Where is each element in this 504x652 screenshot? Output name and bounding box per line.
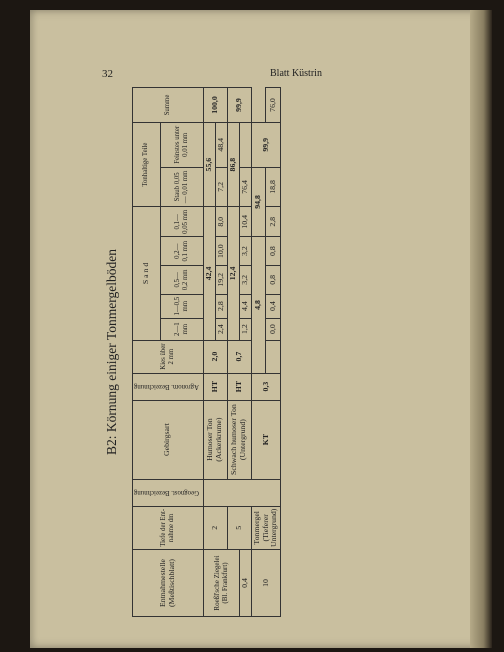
table-row — [227, 88, 239, 617]
header-summe: Summe — [133, 88, 204, 123]
page-number: 32 — [102, 68, 113, 80]
cell-agronom: HT — [227, 373, 251, 400]
table-caption: B2: Körnung einiger Tonmergelböden — [104, 249, 119, 455]
cell-summe: 99,9 — [251, 123, 281, 168]
cell-ton: 48,4 — [215, 123, 227, 168]
cell-ton: 10,4 — [239, 207, 251, 237]
cell-sand: 3,2 — [239, 265, 251, 294]
cell-kies: 0,7 — [227, 340, 251, 373]
header-sand-col: 1—0,5 mm — [160, 294, 203, 318]
cell-sand: 4,4 — [239, 294, 251, 318]
cell-agronom: KT — [251, 400, 281, 479]
header-agronom: Agronom. Bezeichnung — [133, 373, 204, 400]
header-gebirgsart: Gebirgsart — [133, 400, 204, 479]
cell-sand: 10,0 — [215, 237, 227, 266]
header-tonhaltig: Tonhaltige Teile — [133, 123, 161, 207]
cell-sand: 1,2 — [239, 318, 251, 340]
cell-kies: 2,0 — [203, 340, 227, 373]
cell-sand: 0,8 — [266, 237, 281, 266]
table-row — [251, 88, 266, 617]
cell-ton-total: 94,8 — [251, 167, 266, 237]
cell-sand: 2,4 — [215, 318, 227, 340]
cell-ton: 76,4 — [239, 167, 251, 207]
cell-sand: 0,8 — [266, 265, 281, 294]
cell-ton: 18,8 — [266, 167, 281, 207]
header-ton-col: Staub 0,05— 0,01 mm — [160, 167, 203, 207]
header-sand-col: 0,1— 0,05 mm — [160, 207, 203, 237]
page-gutter-shadow — [470, 10, 492, 648]
cell-tiefe: 2 — [203, 506, 227, 549]
cell-gebirgsart: Schwach humoser Ton (Untergrund) — [227, 400, 251, 479]
header-entnahmestelle: Entnahmestelle (Meßtischblatt) — [133, 550, 204, 617]
cell-geog — [203, 479, 281, 506]
cell-gebirgsart: Tonmergel (Tieferer Untergrund) — [251, 506, 281, 549]
cell-gebirgsart: Humoser Ton (Ackerkrume) — [203, 400, 227, 479]
cell-ton: 7,2 — [215, 167, 227, 207]
table-row — [203, 88, 215, 617]
header-sand-col: 0,2— 0,1 mm — [160, 237, 203, 266]
cell-sand-total: 4,8 — [251, 237, 266, 373]
header-sand-col: 0,5— 0,2 mm — [160, 265, 203, 294]
cell-sand: 2,8 — [266, 207, 281, 237]
cell-sand: 19,2 — [215, 265, 227, 294]
cell-sand-total: 12,4 — [227, 207, 239, 340]
cell-sand: 3,2 — [239, 237, 251, 266]
cell-sand-total: 42,4 — [203, 207, 215, 340]
cell-tiefe: 10 — [251, 550, 281, 617]
cell-sand: 2,8 — [215, 294, 227, 318]
cell-ton-total: 86,8 — [227, 123, 239, 207]
cell-stelle: Roeßl'sche Ziegelei (Bl. Frankfurt) — [203, 550, 239, 617]
header-kies: Kies über 2 mm — [133, 340, 204, 373]
cell-sand: 0,4 — [266, 294, 281, 318]
header-tiefe: Tiefe der Ent- nahme dm — [133, 506, 204, 549]
cell-ton: 76,0 — [266, 88, 281, 123]
cell-sand: 0,4 — [239, 550, 251, 617]
cell-kies: 0,3 — [251, 373, 281, 400]
cell-summe: 100,0 — [203, 88, 227, 123]
rotated-table-block — [98, 87, 438, 617]
cell-ton-total: 55,6 — [203, 123, 215, 207]
running-head: Blatt Küstrin — [270, 68, 322, 79]
cell-tiefe: 5 — [227, 506, 251, 549]
cell-sand: 8,0 — [215, 207, 227, 237]
header-sand-col: 2—1 mm — [160, 318, 203, 340]
header-geognost: Geognost. Bezeichnung — [133, 479, 204, 506]
cell-sand: 0,0 — [266, 318, 281, 340]
cell-stelle-blank — [266, 340, 281, 373]
grain-size-table — [132, 87, 281, 617]
header-sand: S a n d — [133, 207, 161, 340]
cell-agronom: HT — [203, 373, 227, 400]
header-ton-col: Feinstes unter 0,01 mm — [160, 123, 203, 168]
cell-summe: 99,9 — [227, 88, 251, 123]
